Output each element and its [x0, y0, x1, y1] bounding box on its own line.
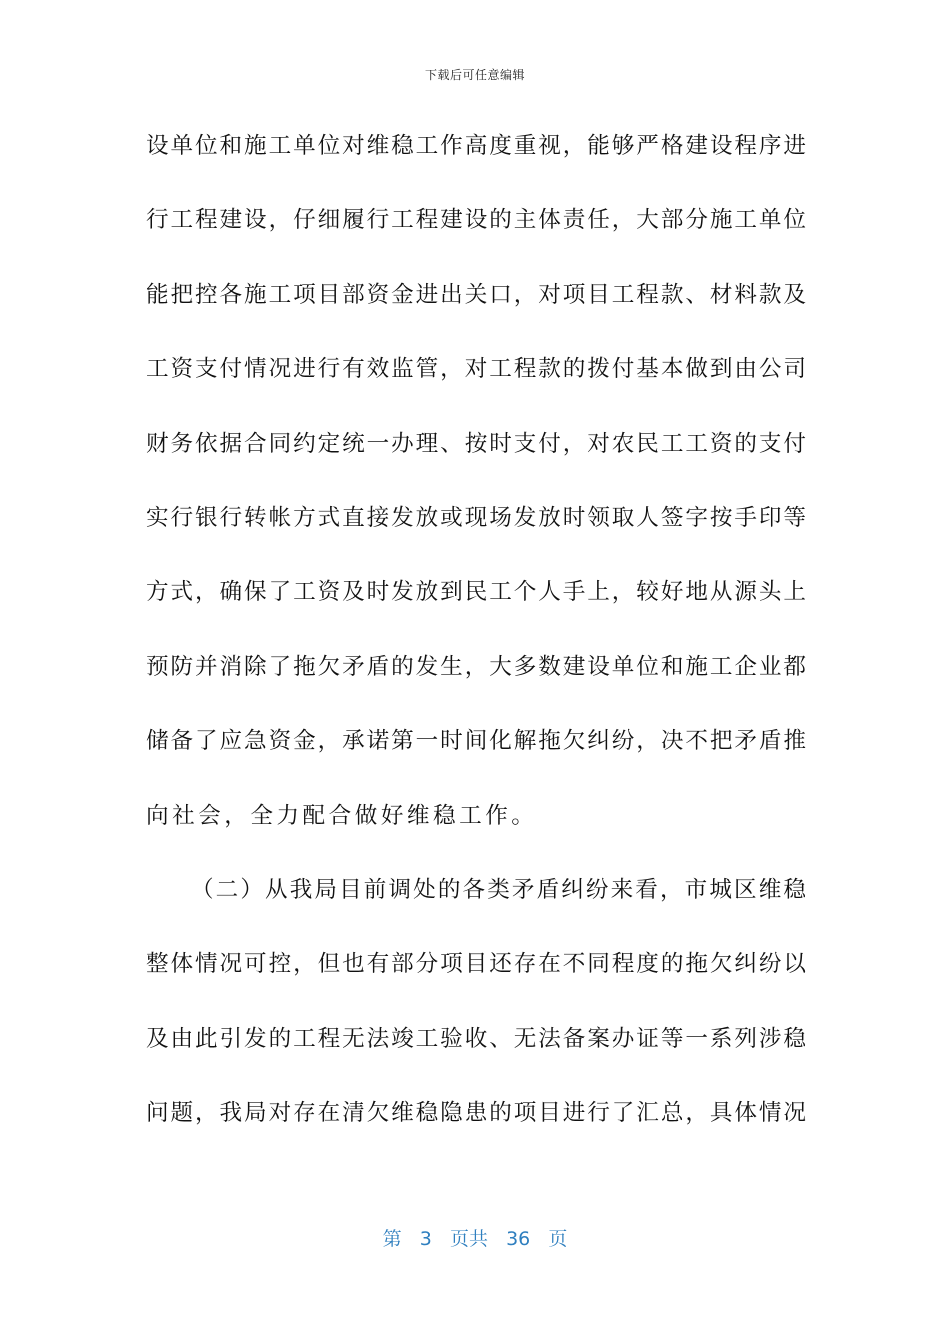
text-line: 整体情况可控，但也有部分项目还存在不同程度的拖欠纠纷以: [146, 951, 806, 978]
footer-suffix: 页: [548, 1228, 568, 1250]
footer-middle: 页共: [449, 1228, 488, 1250]
document-body: [146, 124, 806, 1165]
page-footer: [0, 1224, 950, 1251]
text-line: 问题，我局对存在清欠维稳隐患的项目进行了汇总，具体情况: [146, 1100, 806, 1127]
text-line: 能把控各施工项目部资金进出关口，对项目工程款、材料款及: [146, 281, 806, 308]
text-line: 设单位和施工单位对维稳工作高度重视，能够严格建设程序进: [146, 133, 806, 159]
text-line: 方式，确保了工资及时发放到民工个人手上，较好地从源头上: [146, 579, 806, 606]
footer-total-pages: 36: [506, 1228, 531, 1250]
text-line: 及由此引发的工程无法竣工验收、无法备案办证等一系列涉稳: [146, 1025, 806, 1052]
text-line: 储备了应急资金，承诺第一时间化解拖欠纠纷，决不把矛盾推: [146, 728, 806, 755]
text-line: 工资支付情况进行有效监管，对工程款的拨付基本做到由公司: [146, 356, 806, 383]
footer-prefix: 第: [382, 1228, 402, 1250]
text-line: （二）从我局目前调处的各类矛盾纠纷来看，市城区维稳: [191, 876, 806, 903]
text-line: 向社会，全力配合做好维稳工作。: [146, 802, 538, 829]
footer-page-number: 3: [419, 1228, 432, 1250]
text-line: 预防并消除了拖欠矛盾的发生，大多数建设单位和施工企业都: [146, 653, 806, 680]
text-line: 财务依据合同约定统一办理、按时支付，对农民工工资的支付: [146, 430, 806, 457]
text-line: 行工程建设，仔细履行工程建设的主体责任，大部分施工单位: [146, 207, 806, 234]
text-line: 实行银行转帐方式直接发放或现场发放时领取人签字按手印等: [146, 504, 806, 531]
page-header: 下载后可任意编辑: [424, 68, 525, 82]
